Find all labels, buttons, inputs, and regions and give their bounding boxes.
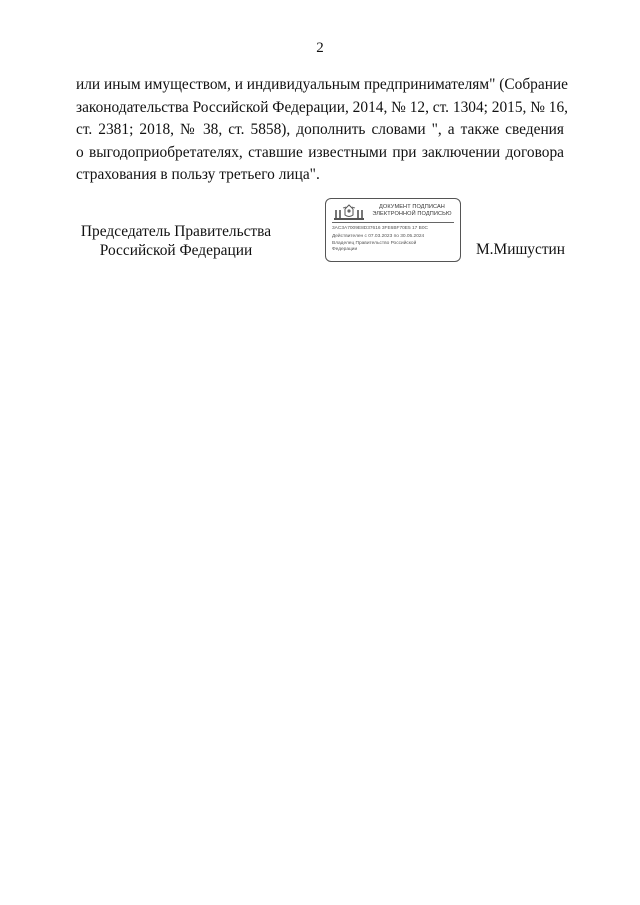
stamp-divider	[332, 222, 454, 223]
body-line-2: законодательства Российской Федерации, 2014, № 12, ст. 1304; 2015, № 16,	[76, 98, 569, 116]
state-emblem-icon	[334, 204, 364, 222]
signer-title-line-2: Российской Федерации	[99, 241, 253, 259]
stamp-header	[366, 204, 458, 218]
electronic-signature-stamp	[325, 198, 461, 262]
body-line-3: ст. 2381; 2018, № 38, ст. 5858), дополнить словами ", а также сведения	[76, 121, 564, 139]
stamp-validity: Действителен с 07.03.2023 по 30.05.2024	[332, 234, 425, 239]
body-line-5: страхования в пользу третьего лица".	[76, 166, 320, 184]
stamp-certificate: 3AC3A7009E8D37616 3FE6BF70E5 17 B0C	[332, 226, 429, 231]
body-line-4: о выгодоприобретателях, ставшие известными при заключении договора	[76, 143, 564, 161]
document-body-text	[76, 74, 569, 187]
signer-title-line-1: Председатель Правительства	[80, 223, 272, 240]
signer-title	[76, 223, 276, 260]
signer-name: М.Мишустин	[476, 241, 566, 258]
page-number: 2	[316, 40, 324, 56]
stamp-header-line-1: ДОКУМЕНТ ПОДПИСАН	[379, 204, 445, 210]
body-line-1: или иным имуществом, и индивидуальным предпринимателям" (Собрание	[76, 76, 569, 93]
stamp-owner-line-1: Владелец Правительство Российской	[332, 241, 417, 246]
stamp-owner-line-2: Федерации	[332, 247, 358, 252]
stamp-header-line-2: ЭЛЕКТРОННОЙ ПОДПИСЬЮ	[372, 211, 452, 217]
